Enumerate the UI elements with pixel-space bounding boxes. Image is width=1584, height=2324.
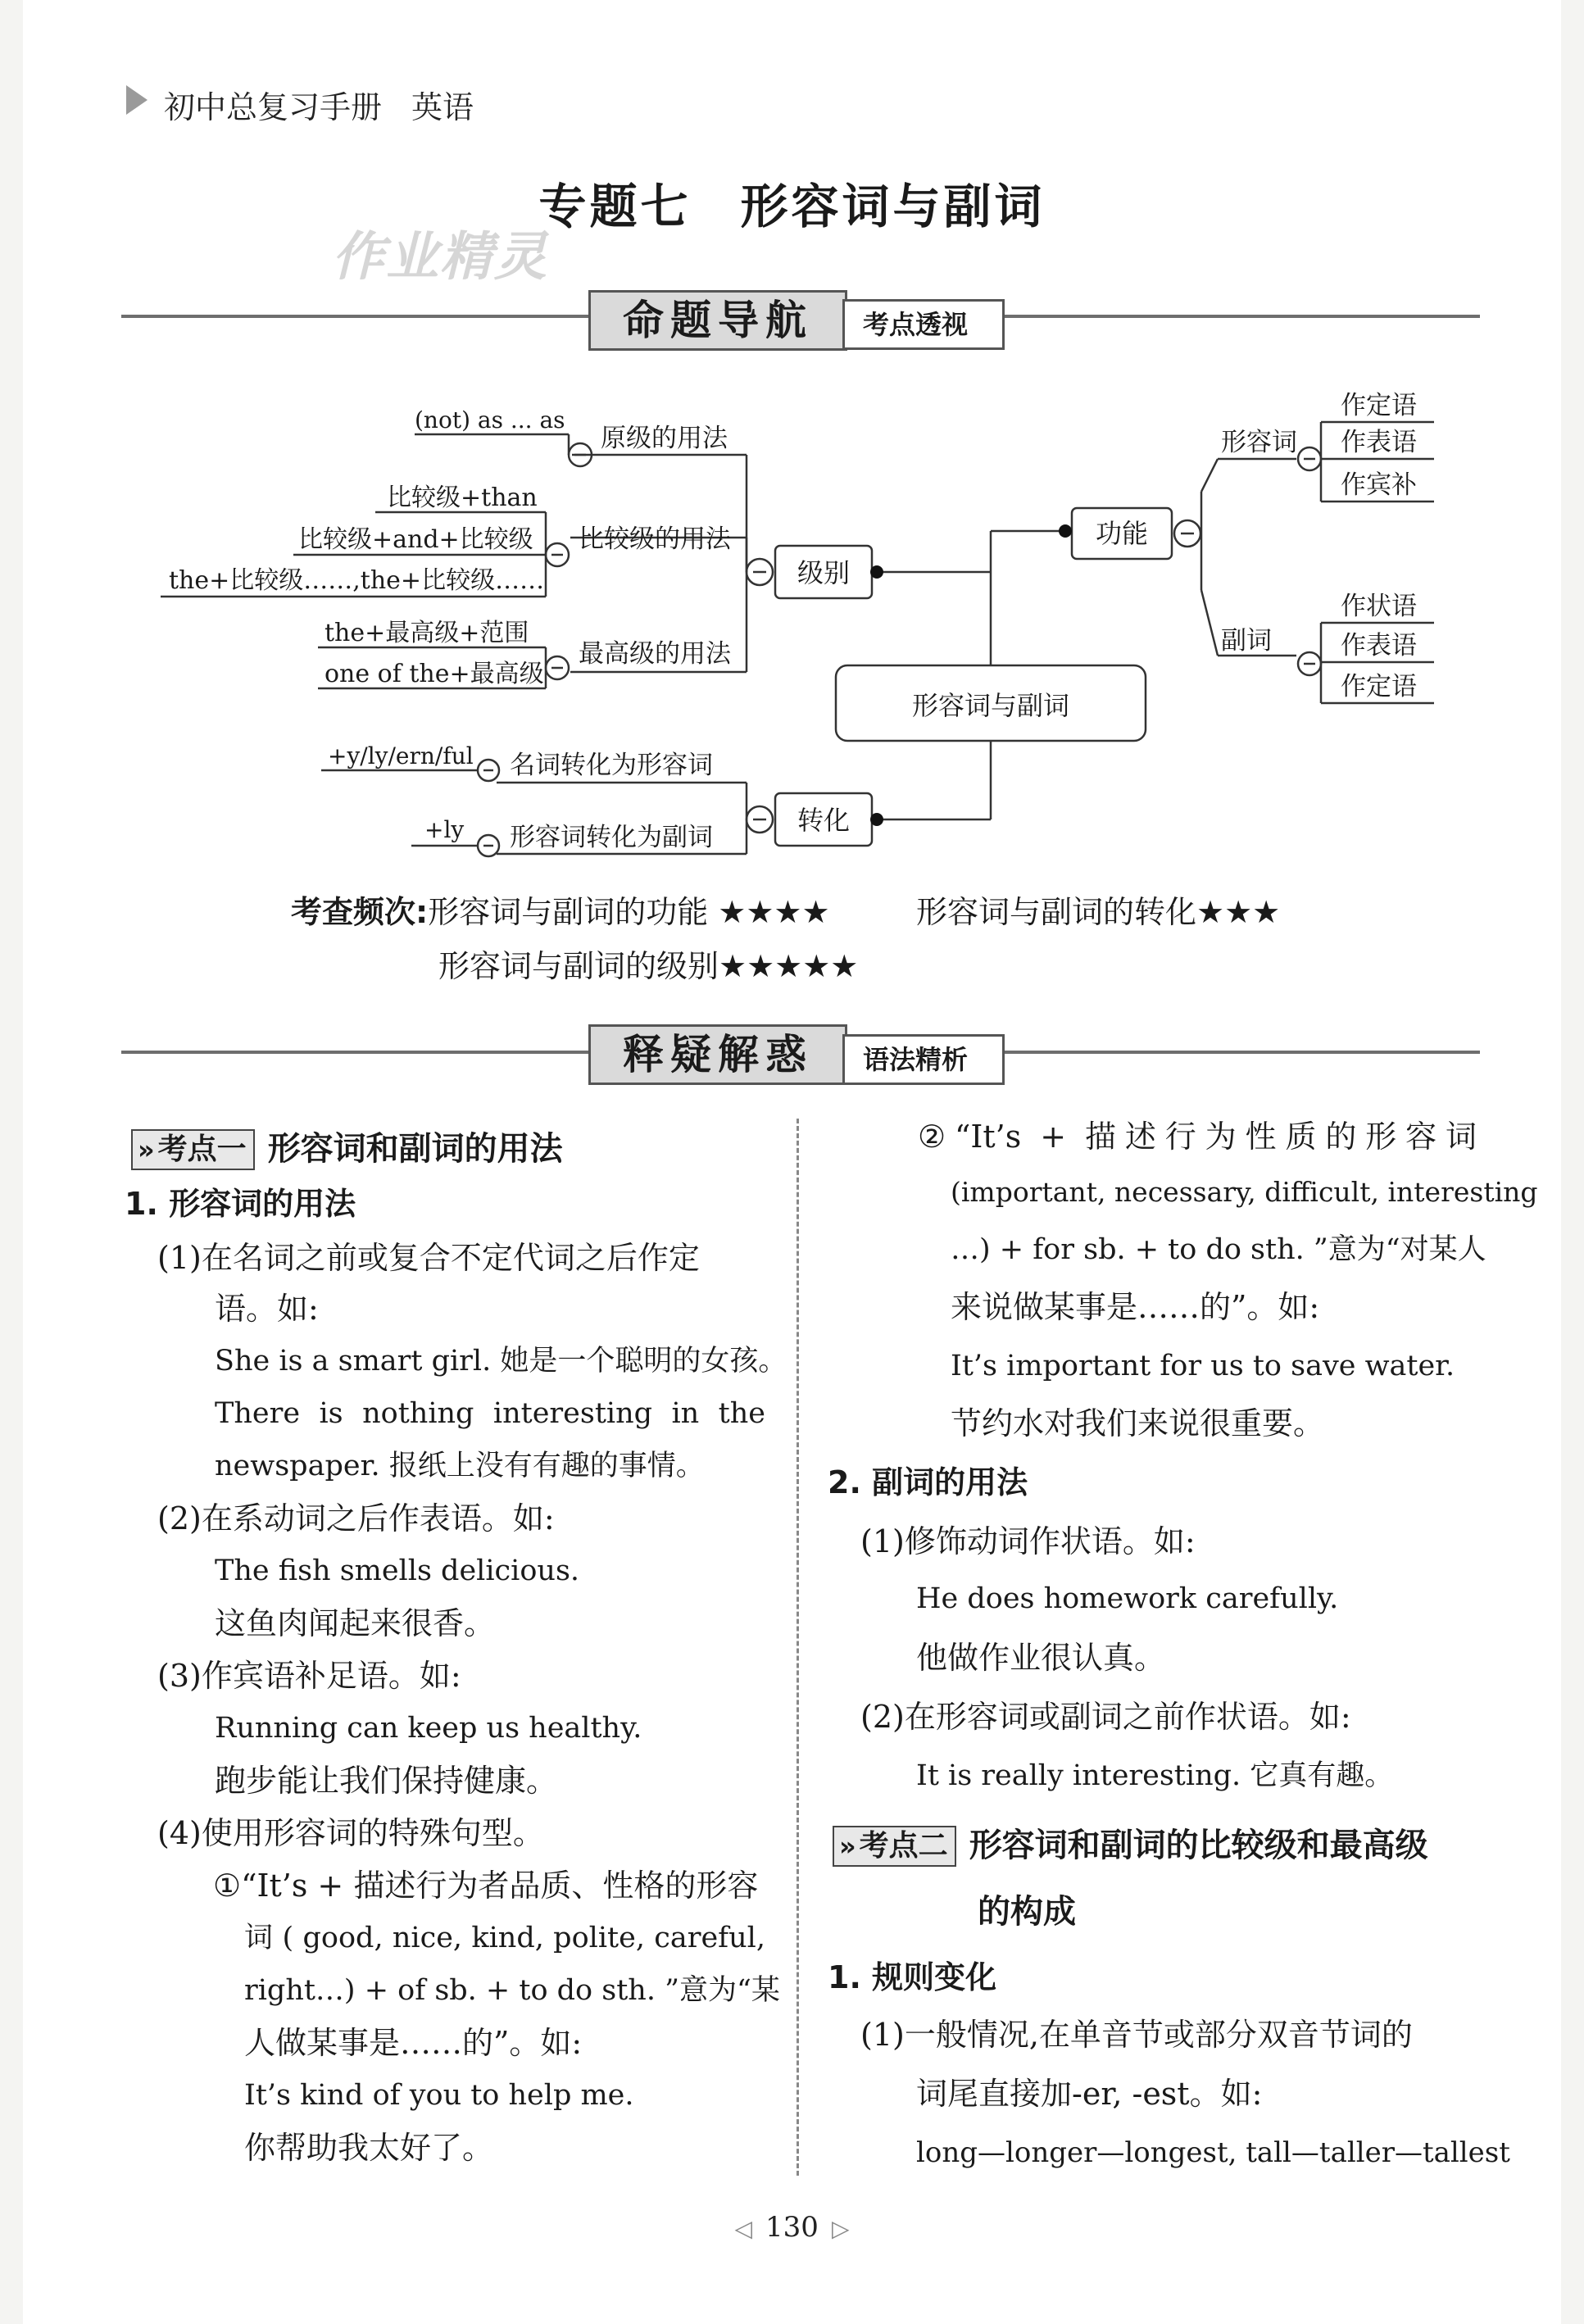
example-9: long—longer—longest, tall—taller—tallest [916,2136,1510,2169]
banner2-rule-left [121,1051,588,1054]
chevron-icon: » [138,1134,155,1165]
regular-rule-1b: 词尾直接加-er, -est。如: [916,2076,1263,2112]
pattern-1b: 词 ( good, nice, kind, polite, careful, [244,1922,765,1954]
frequency-item-3: 形容词与副词的级别★★★★★ [438,948,859,984]
column-divider [797,1119,799,2176]
example-6-cn: 节约水对我们来说很重要。 [951,1405,1325,1441]
example-4-cn: 跑步能让我们保持健康。 [215,1763,558,1799]
subject-label: 英语 [411,89,474,125]
section-adv-usage: 2. 副词的用法 [828,1464,1028,1500]
example-5-cn: 你帮助我太好了。 [244,2130,494,2166]
example-3: The fish smells delicious. [215,1555,580,1587]
mm-comp-ex-3: the+比较级……,the+比较级…… [169,566,545,595]
mm-adj-role-3: 作宾补 [1341,470,1417,500]
mm-comp-ex-2: 比较级+and+比较级 [298,525,533,554]
key-point-1-title: 形容词和副词的用法 [267,1130,563,1168]
key-point-1-tag: » 考点一 [131,1129,255,1170]
key-point-2-title-b: 的构成 [978,1893,1076,1931]
pattern-1a: ①“It’s + 描述行为者品质、性格的形容 [213,1868,759,1904]
example-2a: There is nothing interesting in the [215,1397,765,1430]
page-number-bar [0,2211,1584,2244]
example-7: He does homework carefully. [916,1582,1339,1615]
example-1: She is a smart girl. 她是一个聪明的女孩。 [215,1345,787,1378]
adj-rule-3: (3)作宾语补足语。如: [157,1658,461,1694]
mm-adj-adv: 形容词转化为副词 [510,823,713,852]
frequency-item-1: 形容词与副词的功能 ★★★★ [428,894,830,930]
prev-triangle-icon: ◁ [734,2215,753,2242]
topic-name: 形容词与副词 [740,179,1046,234]
mm-adj-role-1: 作定语 [1341,391,1417,420]
pattern-2c: …) + for sb. + to do sth. ”意为“对某人 [951,1233,1486,1266]
key-point-1-heading [131,1129,563,1170]
section-regular: 1. 规则变化 [828,1959,997,1995]
mm-adv-role-2: 作表语 [1341,631,1417,660]
regular-rule-1a: (1)一般情况,在单音节或部分双音节词的 [860,2017,1413,2053]
banner-navigation: 命题导航 [588,290,847,351]
chevron-icon: » [839,1831,856,1862]
mm-center: 形容词与副词 [911,690,1070,721]
mm-adjective: 形容词 [1221,428,1297,457]
page-number: 130 [765,2211,819,2244]
mm-sup-ex-2: one of the+最高级 [325,660,544,688]
mind-map [0,0,1584,901]
adv-rule-1: (1)修饰动词作状语。如: [860,1523,1196,1559]
adj-rule-4: (4)使用形容词的特殊句型。 [157,1815,544,1851]
adj-rule-1b: 语。如: [215,1291,319,1327]
adj-rule-2: (2)在系动词之后作表语。如: [157,1500,555,1536]
adv-rule-2: (2)在形容词或副词之前作状语。如: [860,1699,1351,1735]
banner2-rule-right [983,1051,1480,1054]
frequency-line-1 [291,887,830,932]
example-4: Running can keep us healthy. [215,1712,642,1745]
mm-positive-ex: (not) as ... as [415,406,565,433]
mm-transform: 转化 [797,805,851,836]
section-adj-usage: 1. 形容词的用法 [125,1186,356,1222]
example-6: It’s important for us to save water. [951,1350,1455,1382]
pattern-2a: ②“It’s + 描述行为性质的形容词 [918,1119,1477,1155]
example-2b: newspaper. 报纸上没有有趣的事情。 [215,1450,705,1482]
example-3-cn: 这鱼肉闻起来很香。 [215,1605,496,1641]
mm-comp-use: 比较级的用法 [579,524,731,554]
pattern-2b: (important, necessary, difficult, interesting [951,1176,1538,1208]
mm-adv-role-3: 作定语 [1341,672,1417,701]
mm-noun-adj-ex: +y/ly/ern/ful [328,742,474,769]
pattern-1c: right…) + of sb. + to do sth. ”意为“某 [244,1974,780,2007]
banner-navigation-sub: 考点透视 [842,299,1005,350]
mm-sup-ex-1: the+最高级+范围 [325,619,529,647]
mm-function: 功能 [1095,518,1149,549]
topic-number: 专题七 [538,179,692,234]
frequency-label: 考查频次: [291,894,429,930]
banner-explain: 释疑解惑 [588,1024,847,1085]
key-point-2-title: 形容词和副词的比较级和最高级 [969,1827,1428,1864]
frequency-item-2: 形容词与副词的转化★★★ [916,894,1281,930]
pattern-2d: 来说做某事是……的”。如: [951,1289,1320,1325]
book-title: 初中总复习手册 [164,89,383,125]
mm-comp-ex-1: 比较级+than [387,483,538,512]
mm-adv-role-1: 作状语 [1341,592,1417,621]
key-point-2-tag: » 考点二 [833,1826,956,1867]
mm-adj-role-2: 作表语 [1341,428,1417,457]
mm-noun-adj: 名词转化为形容词 [510,751,713,780]
adj-rule-1a: (1)在名词之前或复合不定代词之后作定 [157,1240,700,1276]
mm-level: 级别 [797,557,851,588]
mm-positive-use: 原级的用法 [601,424,728,453]
key-point-2-heading [833,1826,1428,1867]
pattern-1d: 人做某事是……的”。如: [244,2025,583,2061]
example-8: It is really interesting. 它真有趣。 [916,1759,1394,1792]
watermark: 作业精灵 [332,227,548,288]
example-7-cn: 他做作业很认真。 [916,1640,1166,1676]
mm-sup-use: 最高级的用法 [579,639,731,669]
next-triangle-icon: ▷ [831,2215,850,2242]
example-5: It’s kind of you to help me. [244,2079,634,2112]
banner-explain-sub: 语法精析 [842,1034,1005,1085]
mm-adverb: 副词 [1221,626,1272,656]
mm-adj-adv-ex: +ly [424,816,465,843]
